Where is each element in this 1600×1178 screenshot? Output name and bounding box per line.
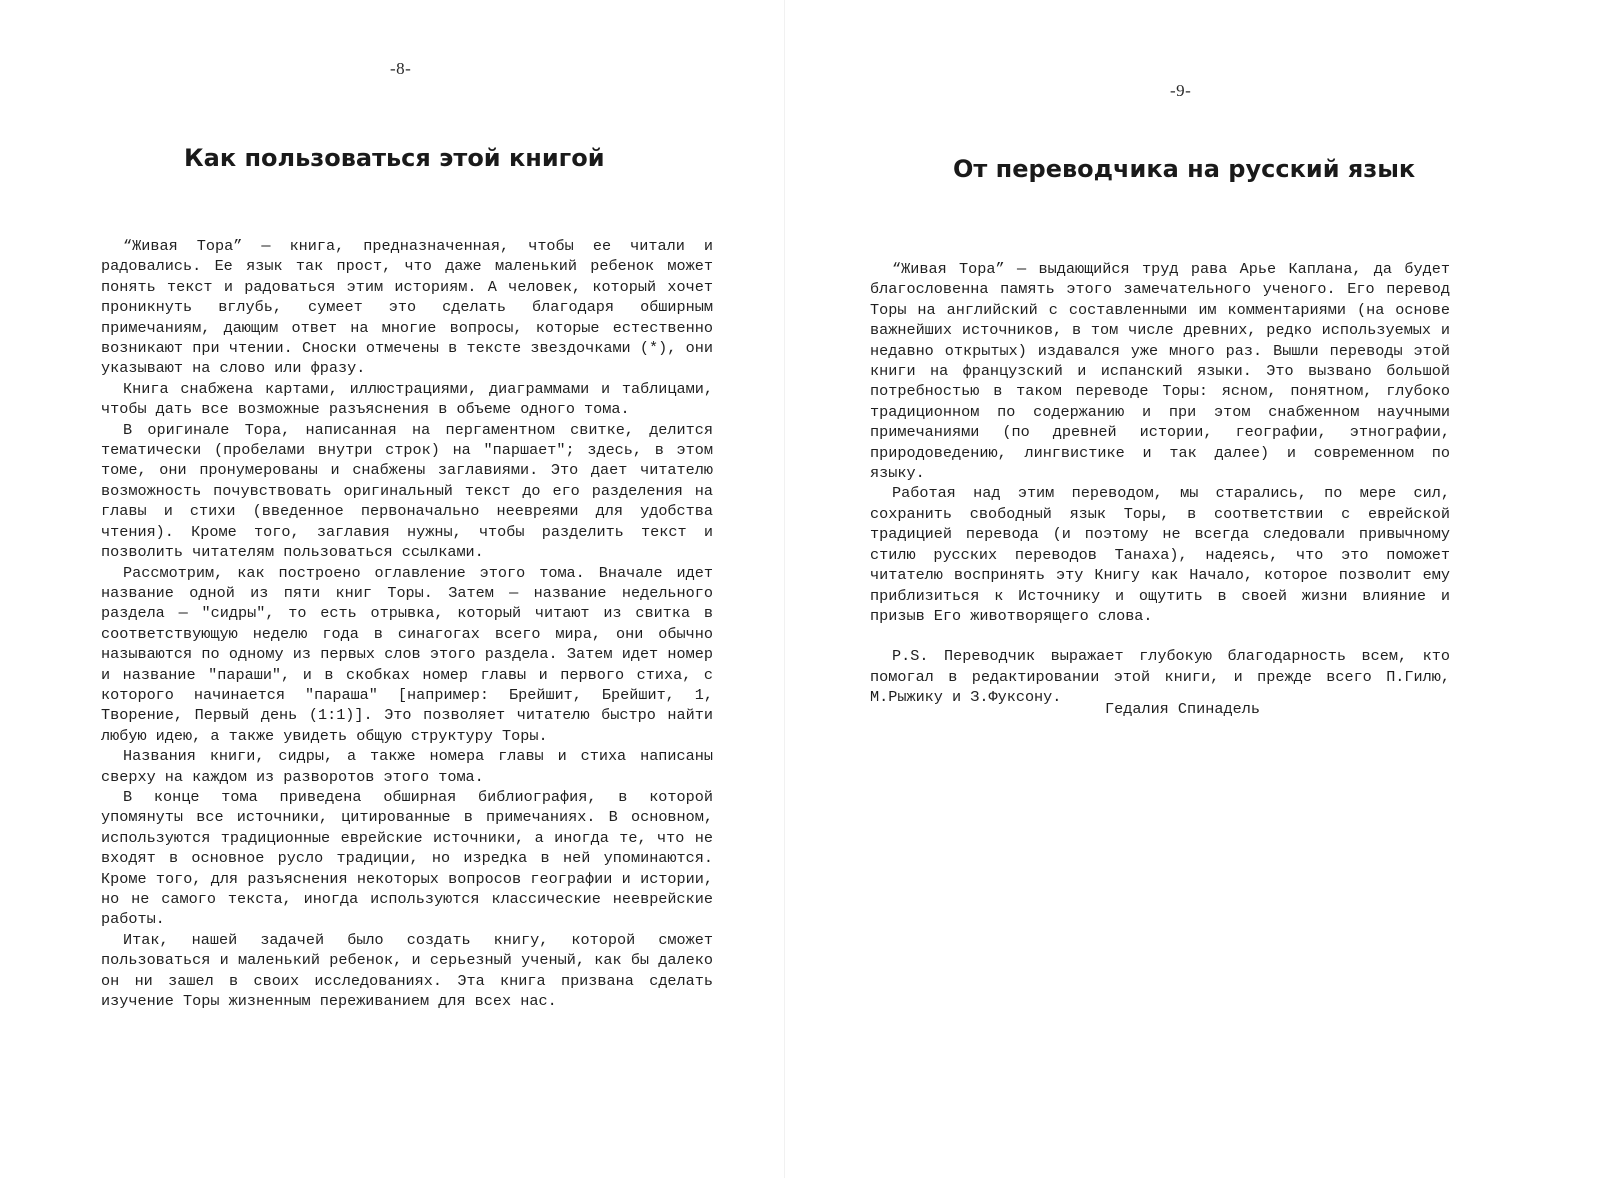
left-page-title: Как пользоваться этой книгой [184, 144, 605, 172]
right-page [785, 0, 1600, 1178]
translator-signature: Гедалия Спинадель [1105, 700, 1260, 718]
page-number-right: -9- [1170, 81, 1192, 100]
postscript: P.S. Переводчик выражает глубокую благодарность всем, кто помогал в редактировании этой книги, и прежде всего П.Гилю, М.Рыжику и З.Фуксону. [870, 647, 1450, 707]
left-page-body [101, 236, 713, 1011]
paragraph: Итак, нашей задачей было создать книгу, которой сможет пользоваться и маленький ребенок, и серьезный ученый, как бы далеко он ни зашел в своих исследованиях. Эта книга призвана сделать изучение Торы жизненным переживанием для всех нас. [101, 930, 713, 1011]
right-page-title: От переводчика на русский язык [953, 155, 1416, 183]
paragraph: “Живая Тора” — выдающийся труд рава Арье Каплана, да будет благословенна память этого замечательного ученого. Его перевод Торы на английский с составленными им комментариями (на основе важнейших источников, в том числе древних, редко используемых и недавно открытых) издавался уже много раз. Вышли переводы этой книги на французский и испанский языки. Это вызвано большой потребностью в таком переводе Торы: ясном, понятном, глубоко традиционном по содержанию и при этом снабженном научными примечаниями (по древней истории, географии, этнографии, природоведению, лингвистике и так далее) и современном по языку. [870, 260, 1450, 483]
right-page-body [870, 259, 1450, 708]
paragraph: Названия книги, сидры, а также номера главы и стиха написаны сверху на каждом из разворотов этого тома. [101, 747, 713, 786]
paragraph: Книга снабжена картами, иллюстрациями, диаграммами и таблицами, чтобы дать все возможные разъяснения в объеме одного тома. [101, 379, 713, 419]
paragraph: В оригинале Тора, написанная на пергаментном свитке, делится тематически (пробелами внутри строк) на "паршает"; здесь, в этом томе, они пронумерованы и снабжены заглавиями. Это дает читателю возможность почувствовать оригинальный текст до его разделения на главы и стихи (введенное первоначально неевреями для удобства чтения). Кроме того, заглавия нужны, чтобы разделить текст и позволить читателям пользоваться ссылками. [101, 420, 713, 562]
left-page [0, 0, 785, 1178]
paragraph: Рассмотрим, как построено оглавление этого тома. Вначале идет название одной из пяти книг Торы. Затем — название недельного раздела — "сидры", то есть отрывка, который читают из свитка в соответствующую неделю года в синагогах всего мира, они обычно называются по одному из первых слов этого раздела. Затем идет номер и название "параши", и в скобках номер главы и первого стиха, с которого начинается "параша" [например: Брейшит, Брейшит, 1, Творение, Первый день (1:1)]. Это позволяет читателю быстро найти любую идею, а также увидеть общую структуру Торы. [101, 563, 713, 745]
paragraph: В конце тома приведена обширная библиография, в которой упомянуты все источники, цитированные в примечаниях. В основном, используются традиционные еврейские источники, а иногда те, что не входят в основное русло традиции, но изредка в ней упоминаются. Кроме того, для разъяснения некоторых вопросов географии и истории, но не самого текста, иногда используются классические нееврейские работы. [101, 787, 713, 929]
paragraph: “Живая Тора” — книга, предназначенная, чтобы ее читали и радовались. Ее язык так прост, что даже маленький ребенок может понять текст и радоваться этим историям. А человек, который хочет проникнуть вглубь, сумеет это сделать благодаря обширным примечаниям, дающим ответ на многие вопросы, которые естественно возникают при чтении. Сноски отмечены в тексте звездочками (*), они указывают на слово или фразу. [101, 237, 713, 378]
page-number-left: -8- [390, 59, 412, 78]
paragraph: Работая над этим переводом, мы старались, по мере сил, сохранить свободный язык Торы, в соответствии с еврейской традицией перевода (и поэтому не всегда следовали привычному стилю русских переводов Танаха), надеясь, что это поможет читателю воспринять эту Книгу как Начало, которое позволит ему приблизиться к Источнику и ощутить в своей жизни влияние и призыв Его животворящего слова. [870, 484, 1450, 625]
